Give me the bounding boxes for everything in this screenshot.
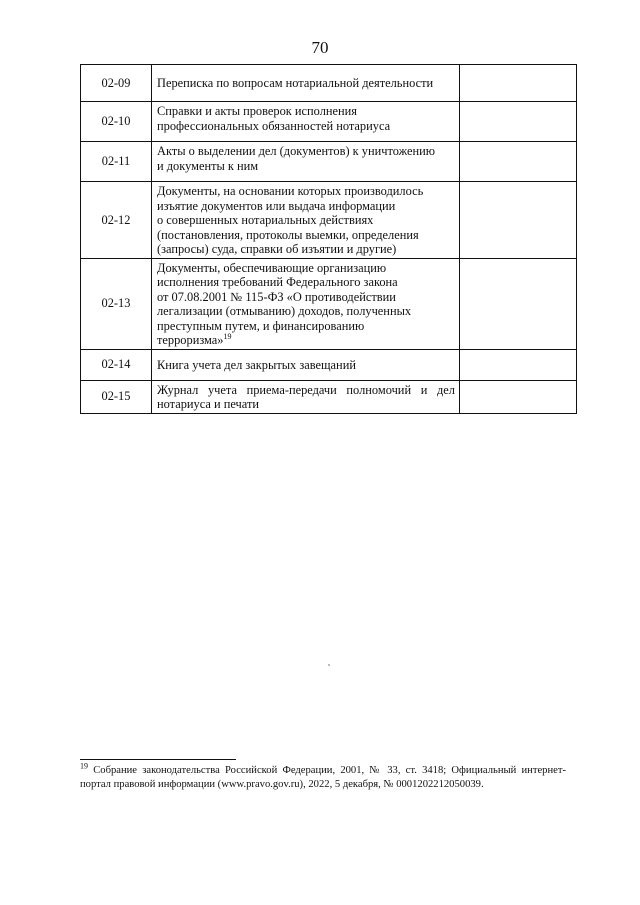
table-row xyxy=(81,258,577,349)
row-code: 02-10 xyxy=(81,102,152,142)
row-note-cell xyxy=(460,182,577,259)
row-note-cell xyxy=(460,142,577,182)
footnote-marker: 19 xyxy=(80,761,88,771)
row-description: Документы, обеспечивающие организацию исполнения требований Федерального закона от 07.08.2001 № 115-ФЗ «О противодействии легализации (отмыванию) доходов, полученных преступным путем, и финансированию терроризма»$^{19}$ xyxy=(152,258,460,349)
footnote-reference: 19 xyxy=(223,331,232,341)
footnote-text: Собрание законодательства Российской Федерации, 2001, № 33, ст. 3418; Официальный интернет-портал правовой информации (www.pravo.gov.ru), 2022, 5 декабря, № 0001202212050039. xyxy=(80,765,567,790)
row-code: 02-14 xyxy=(81,349,152,380)
row-description xyxy=(152,380,460,413)
row-note-cell xyxy=(460,65,577,102)
row-code: 02-13 xyxy=(81,258,152,349)
row-description: Книга учета дел закрытых завещаний xyxy=(152,349,460,380)
footnote-separator xyxy=(80,759,236,760)
table-row xyxy=(81,142,577,182)
table-row xyxy=(81,349,577,380)
row-code: 02-15 xyxy=(81,380,152,413)
row-code: 02-12 xyxy=(81,182,152,259)
table-row xyxy=(81,102,577,142)
footnote xyxy=(80,761,567,792)
row-description-line: нотариуса и печати xyxy=(157,397,260,411)
page-number: 70 xyxy=(311,38,329,57)
row-description: Справки и акты проверок исполнения профессиональных обязанностей нотариуса xyxy=(152,102,460,142)
row-code: 02-11 xyxy=(81,142,152,182)
row-description-line: Журнал учета приема-передачи полномочий и дел xyxy=(157,382,455,397)
row-description: Акты о выделении дел (документов) к уничтожению и документы к ним xyxy=(152,142,460,182)
row-note-cell xyxy=(460,102,577,142)
records-table xyxy=(80,64,577,414)
row-note-cell xyxy=(460,258,577,349)
row-note-cell xyxy=(460,380,577,413)
scan-speck xyxy=(328,664,330,666)
row-description: Документы, на основании которых производилось изъятие документов или выдача информации о совершенных нотариальных действиях (постановления, протоколы выемки, определения (запросы) суда, справки об изъятии и другие) xyxy=(152,182,460,259)
table-row xyxy=(81,65,577,102)
table-row xyxy=(81,182,577,259)
row-note-cell xyxy=(460,349,577,380)
row-code: 02-09 xyxy=(81,65,152,102)
row-description: Переписка по вопросам нотариальной деятельности xyxy=(152,65,460,102)
table-row xyxy=(81,380,577,413)
